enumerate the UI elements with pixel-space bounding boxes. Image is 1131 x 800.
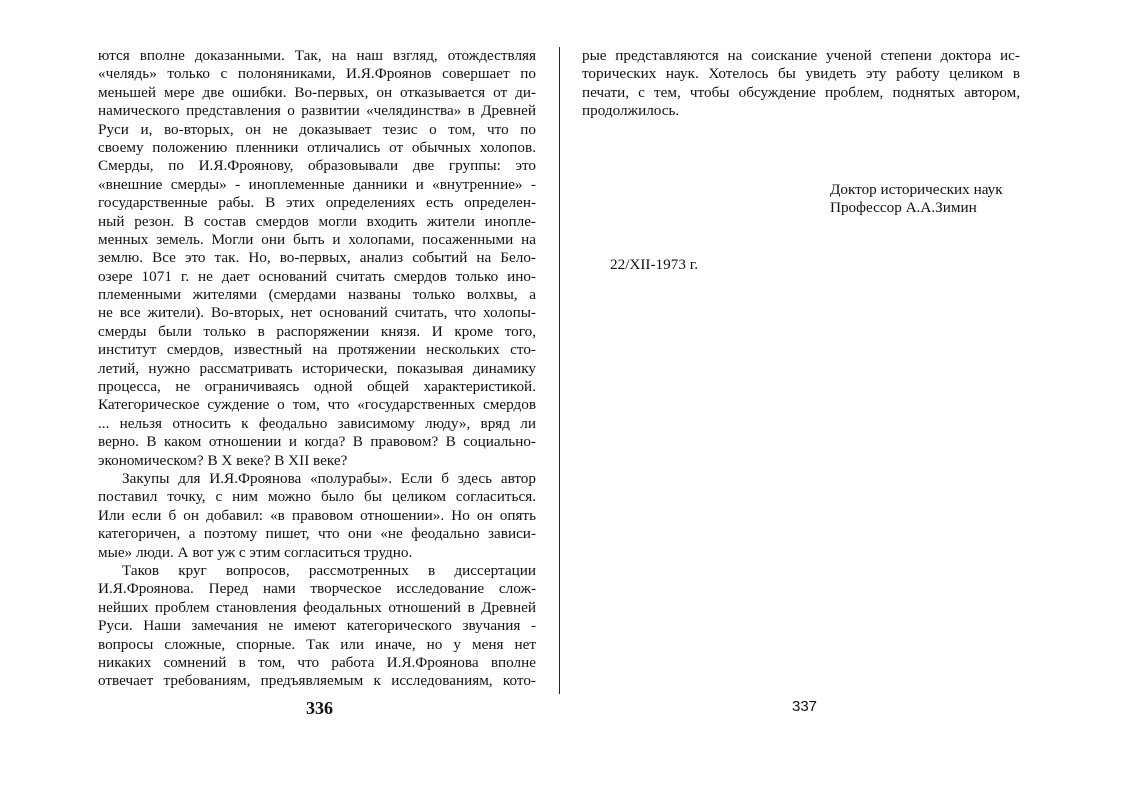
text-line: верно. В каком отношении и когда? В правовом? В социально- bbox=[98, 433, 536, 451]
text-line: процесса, не ограничиваясь одной общей характеристикой. bbox=[98, 378, 536, 396]
text-line: институт смердов, известный на протяжении нескольких сто- bbox=[98, 341, 536, 359]
text-line: Таков круг вопросов, рассмотренных в диссертации bbox=[122, 561, 536, 579]
text-line: смерды были только в распоряжении князя. И кроме того, bbox=[98, 322, 536, 340]
right-page-text bbox=[582, 47, 1020, 121]
text-line: землю. Все это так. Но, во-первых, анализ событий на Бело- bbox=[98, 249, 536, 267]
text-line: ются вполне доказанными. Так, на наш взгляд, отождествляя bbox=[98, 47, 536, 64]
text-line: никаких сомнений в том, что работа И.Я.Фроянова вполне bbox=[98, 653, 536, 671]
text-line: летий, нужно рассматривать исторически, показывая динамику bbox=[98, 359, 536, 377]
text-line: Категорическое суждение о том, что «государственных смердов bbox=[98, 396, 536, 414]
left-page-text bbox=[98, 47, 536, 691]
text-line: «внешние смерды» - иноплеменные данники и «внутренние» - bbox=[98, 175, 536, 193]
text-line: поставил точку, с ним можно было бы целиком согласиться. bbox=[98, 488, 536, 506]
document-date: 22/XII-1973 г. bbox=[610, 256, 699, 273]
text-line: менных земель. Могли они быть и холопами, посаженными на bbox=[98, 230, 536, 248]
text-line: рые представляются на соискание ученой степени доктора ис- bbox=[582, 47, 1020, 64]
text-line: Смерды, по И.Я.Фроянову, образовывали две группы: это bbox=[98, 157, 536, 175]
text-line: И.Я.Фроянова. Перед нами творческое исследование слож- bbox=[98, 580, 536, 598]
signature-name: Профессор А.А.Зимин bbox=[830, 199, 977, 217]
text-line: категоричен, а поэтому пишет, что они «не феодально зависи- bbox=[98, 525, 536, 543]
text-line: Руси и, во-вторых, он не доказывает тезис о том, что по bbox=[98, 120, 536, 138]
text-line: торических наук. Хотелось бы увидеть эту работу целиком в bbox=[582, 65, 1020, 83]
text-line: экономическом? В X веке? В XII веке? bbox=[98, 451, 348, 469]
text-line: ный резон. В состав смердов могли входить жители инопле- bbox=[98, 212, 536, 230]
text-line: продолжилось. bbox=[582, 102, 680, 120]
text-line: «челядь» только с полоняниками, И.Я.Фроянов совершает по bbox=[98, 65, 536, 83]
text-line: не все жители). Во-вторых, нет оснований считать, что холопы- bbox=[98, 304, 536, 322]
text-line: Закупы для И.Я.Фроянова «полурабы». Если б здесь автор bbox=[122, 469, 536, 487]
text-line: печати, с тем, чтобы обсуждение проблем, поднятых автором, bbox=[582, 83, 1020, 101]
text-line: своему положению пленники отличались от обычных холопов. bbox=[98, 138, 536, 156]
text-line: ... нельзя относить к феодально зависимому люду», вряд ли bbox=[98, 414, 536, 432]
text-line: озере 1071 г. не дает оснований считать смердов только ино- bbox=[98, 267, 536, 285]
signature-block bbox=[830, 181, 1003, 218]
text-line: меньшей мере две ошибки. Во-первых, он отказывается от ди- bbox=[98, 83, 536, 101]
text-line: отвечает требованиям, предъявляемым к исследованиям, кото- bbox=[98, 672, 536, 690]
text-line: Или если б он добавил: «в правовом отношении». Но он опять bbox=[98, 506, 536, 524]
text-line: Руси. Наши замечания не имеют категорического звучания - bbox=[98, 617, 536, 635]
page-number-left: 336 bbox=[306, 698, 333, 718]
signature-title: Доктор исторических наук bbox=[830, 181, 1003, 198]
text-line: государственные рабы. В этих определениях есть определен- bbox=[98, 194, 536, 212]
text-line: мые» люди. А вот уж с этим согласиться трудно. bbox=[98, 543, 413, 561]
page-number-right: 337 bbox=[792, 698, 818, 715]
page-divider bbox=[559, 47, 560, 694]
text-line: намического представления о развитии «челядинства» в Древней bbox=[98, 102, 536, 120]
text-line: племенными жителями (смердами названы только волхвы, а bbox=[98, 286, 536, 304]
text-line: вопросы сложные, спорные. Так или иначе, но у меня нет bbox=[98, 635, 536, 653]
text-line: нейших проблем становления феодальных отношений в Древней bbox=[98, 598, 536, 616]
